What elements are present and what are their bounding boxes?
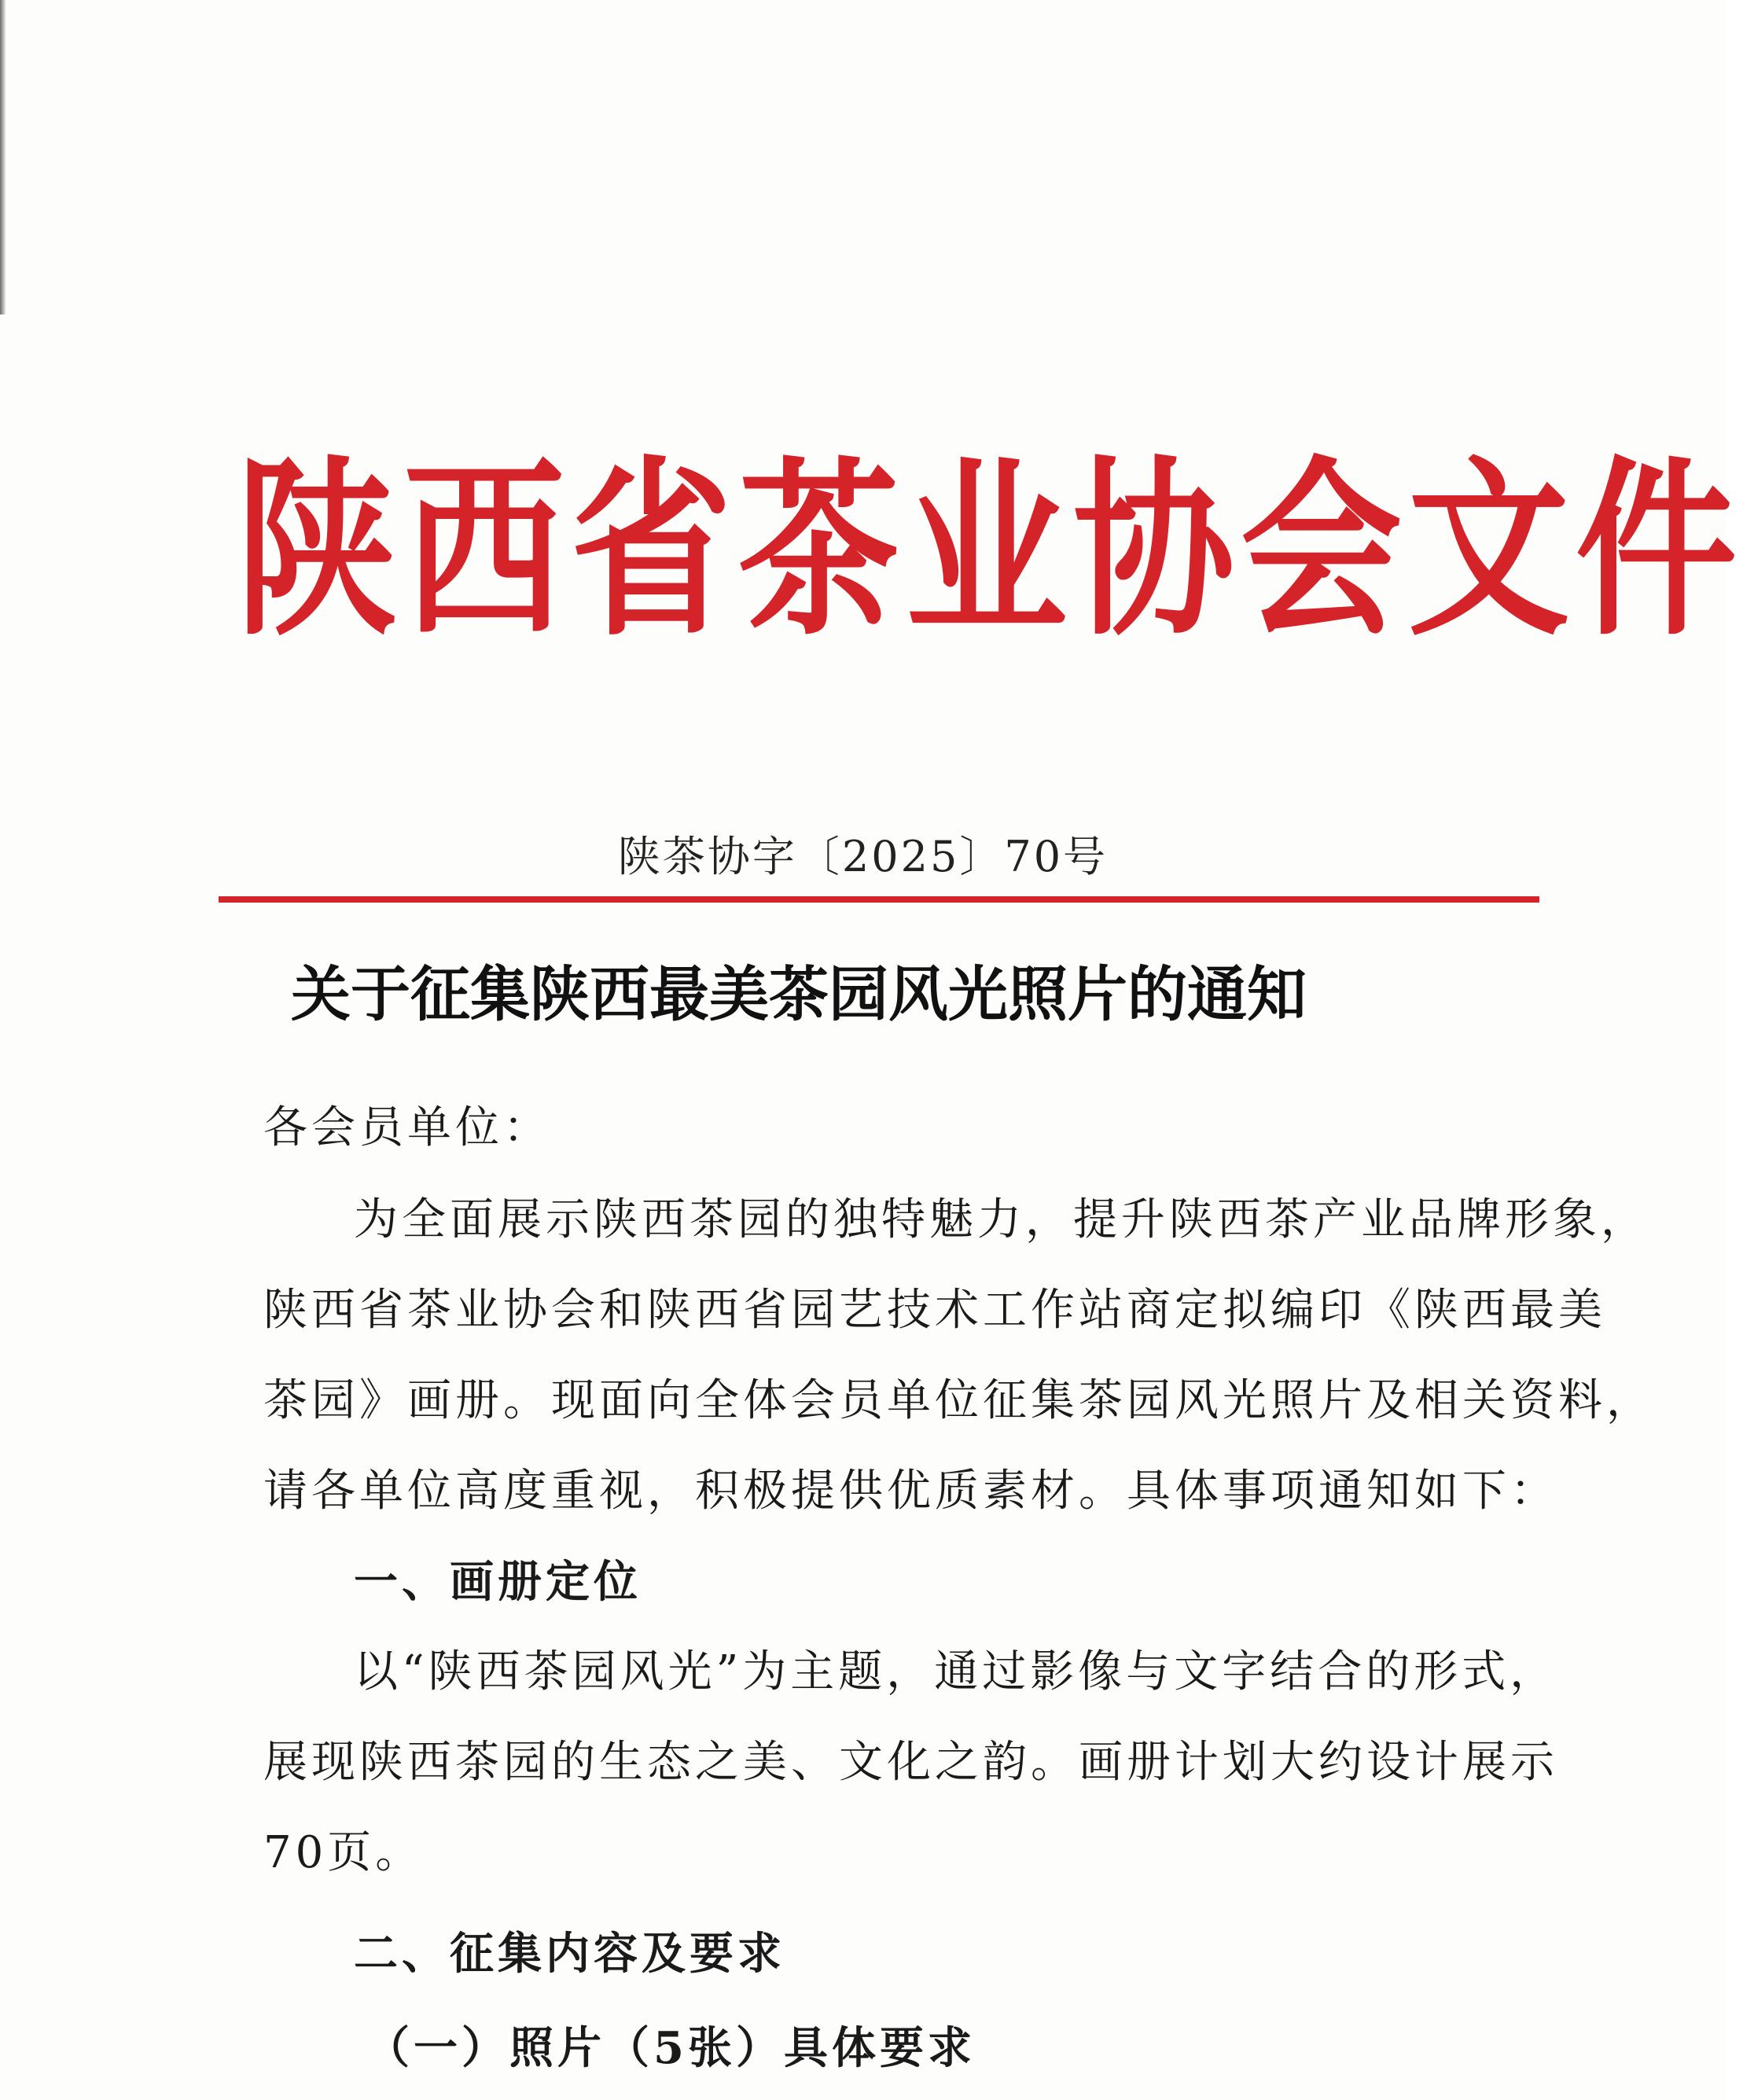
header-char: 业 (906, 439, 1073, 662)
section-heading: 二、征集内容及要求 (354, 1928, 785, 1980)
scan-edge-shadow (0, 0, 6, 314)
header-char: 西 (403, 439, 571, 662)
header-red-rule (219, 896, 1539, 903)
body-line: 请各单位高度重视，积极提供优质素材。具体事项通知如下： (263, 1466, 1558, 1517)
body-line: 为全面展示陕西茶园的独特魅力，提升陕西茶产业品牌形象， (354, 1194, 1649, 1245)
section-line: 以“陕西茶园风光”为主题，通过影像与文字结合的形式， (354, 1646, 1558, 1697)
header-char: 协 (1073, 439, 1241, 662)
section-line: 70页。 (263, 1827, 424, 1878)
salutation: 各会员单位： (263, 1102, 551, 1153)
body-line: 陕西省茶业协会和陕西省园艺技术工作站商定拟编印《陕西最美 (263, 1285, 1606, 1336)
subsection-heading: （一）照片（5张）具体要求 (366, 2022, 976, 2074)
header-char: 文 (1408, 439, 1576, 662)
header-char: 会 (1241, 439, 1408, 662)
header-char: 陕 (236, 439, 403, 662)
section-line: 展现陕西茶园的生态之美、文化之韵。画册计划大约设计展示 (263, 1737, 1558, 1788)
section-heading: 一、画册定位 (354, 1556, 642, 1608)
header-char: 省 (571, 439, 738, 662)
document-number: 陕茶协字〔2025〕70号 (617, 832, 1109, 881)
notice-title: 关于征集陕西最美茶园风光照片的通知 (291, 959, 1307, 1029)
header-char: 茶 (738, 439, 906, 662)
header-char: 件 (1576, 439, 1743, 662)
body-line: 茶园》画册。现面向全体会员单位征集茶园风光照片及相关资料， (263, 1375, 1654, 1426)
document-header-title (236, 439, 1743, 662)
